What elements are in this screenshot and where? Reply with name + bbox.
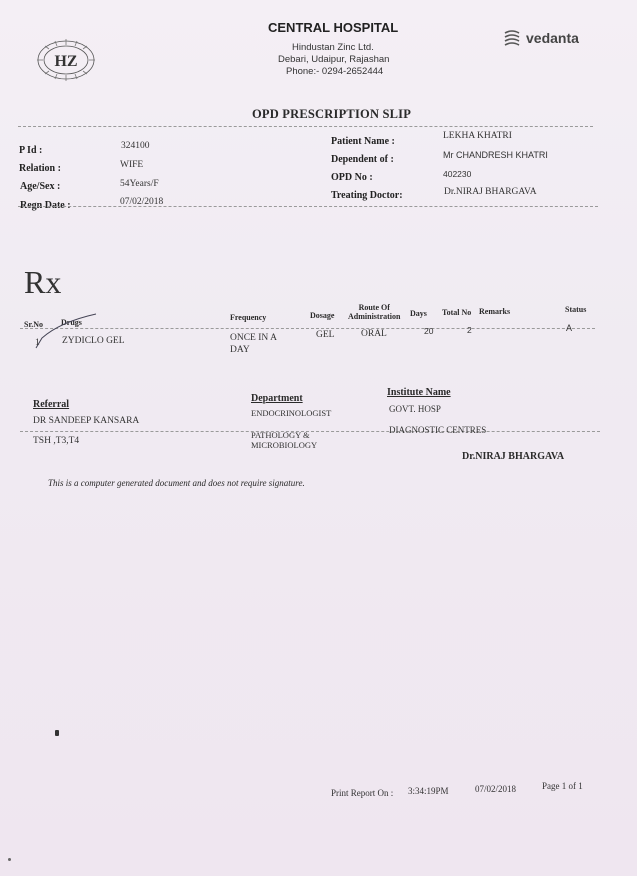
doctor-label: Treating Doctor: [331,190,403,201]
print-time: 3:34:19PM [408,786,449,796]
row-route: ORAL [361,329,387,339]
check-mark-icon [30,312,100,352]
disclaimer: This is a computer generated document and does not require signature. [48,478,305,488]
row-dosage: GEL [316,330,335,340]
col-totalno: Total No [442,308,472,317]
regn-value: 07/02/2018 [120,197,164,207]
col-route [348,303,400,321]
agesex-label: Age/Sex : [20,181,61,192]
print-label: Print Report On : [331,788,394,798]
ink-speck [55,730,59,736]
opd-value: 402230 [443,169,472,179]
col-days: Days [410,309,427,318]
page-number: Page 1 of 1 [542,781,583,791]
pid-label: P Id : [19,145,43,156]
vedanta-brand: vedanta [526,30,579,46]
opd-label: OPD No : [331,172,373,183]
row-frequency-line2: DAY [230,345,250,355]
dependent-label: Dependent of : [331,154,394,165]
dependent-value: Mr CHANDRESH KHATRI [443,150,548,160]
referral-tests: TSH ,T3,T4 [33,436,80,446]
referral-doctor: DR SANDEEP KANSARA [33,416,140,426]
row-status: A [566,323,573,333]
department-2-line2: MICROBIOLOGY [251,440,318,450]
doctor-value: Dr.NIRAJ BHARGAVA [444,187,537,197]
col-srno: Sr.No [24,320,44,329]
phone-number: Phone:- 0294-2652444 [286,66,384,77]
pid-value: 324100 [121,141,150,151]
col-remarks: Remarks [479,307,511,316]
col-dosage: Dosage [310,311,335,320]
row-days: 20 [424,326,434,336]
divider [20,328,595,329]
col-status: Status [565,305,587,314]
divider [18,126,593,127]
patient-name-value: LEKHA KHATRI [443,131,512,141]
row-srno: 1 [35,338,40,348]
referral-heading: Referral [33,399,70,410]
vedanta-logo [502,27,579,49]
svg-text:HZ: HZ [54,53,78,70]
rx-symbol: Rx [24,264,62,300]
department-heading: Department [251,393,303,404]
row-frequency-line1: ONCE IN A [230,333,277,343]
hospital-name: CENTRAL HOSPITAL [268,20,399,35]
relation-value: WIFE [120,160,144,170]
department-1: ENDOCRINOLOGIST [251,408,332,418]
institute-heading: Institute Name [387,387,451,398]
address-line-1: Hindustan Zinc Ltd. [292,42,374,53]
divider [20,431,600,432]
col-drugs: Drugs [61,318,82,327]
col-route-line1: Route Of [358,303,390,312]
agesex-value: 54Years/F [120,179,159,189]
divider [18,206,598,207]
regn-label: Regn Date : [20,200,71,211]
relation-label: Relation : [19,163,61,174]
row-drug: ZYDICLO GEL [62,336,125,346]
signature-doctor: Dr.NIRAJ BHARGAVA [462,451,565,462]
vedanta-icon [502,27,522,49]
col-route-line2: Administration [348,312,401,321]
print-date: 07/02/2018 [475,784,517,794]
patient-name-label: Patient Name : [331,136,395,147]
hz-logo-icon [35,38,97,82]
institute-2: DIAGNOSTIC CENTRES [389,425,487,435]
slip-title: OPD PRESCRIPTION SLIP [252,107,412,121]
department-2-line1: PATHOLOGY & [251,430,310,440]
institute-1: GOVT. HOSP [389,404,441,414]
row-total: 2 [467,325,472,335]
col-frequency: Frequency [230,313,267,322]
ink-speck [8,858,11,861]
address-line-2: Debari, Udaipur, Rajashan [278,54,390,65]
